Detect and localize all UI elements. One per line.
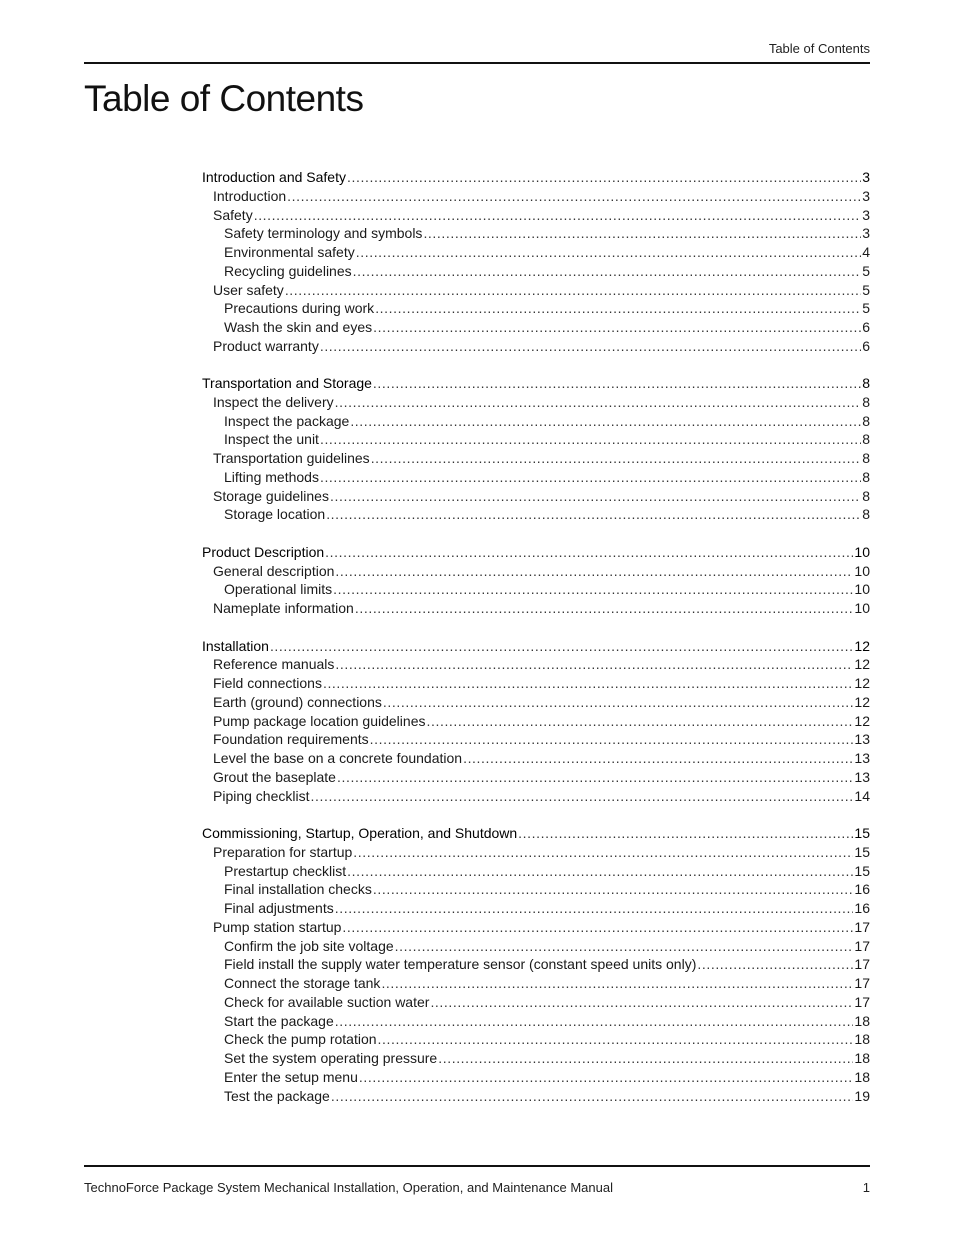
toc-section [202, 543, 870, 618]
toc-entry[interactable] [202, 206, 870, 225]
toc-entry[interactable] [202, 562, 870, 581]
toc-entry-title: Lifting methods [224, 468, 319, 485]
dot-leader [463, 749, 853, 768]
toc-entry[interactable] [202, 862, 870, 881]
toc-entry-title: Final adjustments [224, 900, 334, 916]
dot-leader [353, 262, 862, 281]
dot-leader [518, 824, 853, 843]
toc-entry[interactable] [202, 655, 870, 674]
dot-leader [373, 880, 854, 899]
toc-entry-page: 8 [862, 375, 870, 392]
page-title: Table of Contents [84, 78, 364, 119]
toc-entry[interactable] [202, 1030, 870, 1049]
dot-leader [326, 505, 861, 524]
toc-entry-title: Preparation for startup [213, 843, 353, 860]
dot-leader [430, 993, 853, 1012]
toc-entry[interactable] [202, 318, 870, 337]
toc-entry-title: General description [213, 562, 335, 579]
toc-entry[interactable] [202, 880, 870, 899]
dot-leader [335, 393, 862, 412]
toc-entry-page: 17 [854, 937, 870, 954]
toc-entry-title: Inspect the package [224, 412, 350, 429]
dot-leader [254, 206, 862, 225]
toc-entry[interactable] [202, 899, 870, 918]
dot-leader [330, 487, 861, 506]
dot-leader [325, 543, 853, 562]
dot-leader [350, 412, 861, 431]
toc-entry-page: 12 [854, 637, 870, 654]
toc-entry-title: Grout the baseplate [213, 768, 336, 785]
toc-entry-title: Environmental safety [224, 244, 355, 260]
dot-leader [370, 730, 854, 749]
toc-entry-title: Connect the storage tank [224, 975, 381, 991]
dot-leader [347, 862, 853, 881]
toc-entry-title: Field install the supply water temperature sensor (constant speed units only) [224, 956, 697, 973]
dot-leader [438, 1049, 853, 1068]
toc-entry[interactable] [202, 1068, 870, 1087]
toc-entry-page: 3 [862, 206, 870, 223]
dot-leader [335, 562, 853, 581]
toc-entry-page: 12 [854, 675, 870, 692]
toc-entry-title: Pump package location guidelines [213, 712, 426, 729]
toc-entry-title: Inspect the unit [224, 431, 319, 448]
toc-entry[interactable] [202, 281, 870, 300]
toc-entry[interactable] [202, 749, 870, 768]
toc-chapter-entry[interactable] [202, 543, 870, 562]
toc-entry-title: Product warranty [213, 337, 319, 354]
toc-entry[interactable] [202, 730, 870, 749]
dot-leader [335, 655, 853, 674]
toc-section [202, 637, 870, 806]
dot-leader [353, 843, 853, 862]
toc-entry-page: 17 [854, 918, 870, 935]
toc-entry-title: Operational limits [224, 581, 333, 598]
dot-leader [311, 787, 854, 806]
toc-entry[interactable] [202, 393, 870, 412]
toc-entry[interactable] [202, 487, 870, 506]
toc-entry[interactable] [202, 262, 870, 281]
toc-entry-title: Earth (ground) connections [213, 693, 382, 710]
toc-entry-page: 16 [854, 900, 870, 916]
toc-entry-page: 19 [854, 1087, 870, 1104]
dot-leader [287, 187, 861, 206]
dot-leader [285, 281, 861, 300]
toc-entry-title: Nameplate information [213, 600, 354, 617]
toc-entry-title: Final installation checks [224, 881, 372, 898]
running-header: Table of Contents [768, 41, 870, 56]
toc-entry-page: 18 [854, 1050, 870, 1066]
toc-entry-title: Level the base on a concrete foundation [213, 750, 463, 767]
dot-leader [355, 599, 854, 618]
toc-entry[interactable] [202, 224, 870, 243]
toc-entry[interactable] [202, 599, 870, 618]
toc-entry[interactable] [202, 412, 870, 431]
toc-entry-page: 12 [854, 712, 870, 729]
toc-entry-title: Enter the setup menu [224, 1068, 358, 1085]
toc-chapter-entry[interactable] [202, 374, 870, 393]
toc-entry-page: 10 [854, 543, 870, 560]
toc-entry-title: Check for available suction water [224, 993, 430, 1010]
toc-entry-title: User safety [213, 281, 284, 298]
dot-leader [320, 337, 861, 356]
toc-entry-page: 8 [862, 393, 870, 410]
toc-entry-title: Precautions during work [224, 300, 375, 317]
footer-divider [84, 1165, 870, 1167]
toc-entry-title: Safety terminology and symbols [224, 225, 423, 242]
dot-leader [333, 580, 853, 599]
dot-leader [323, 674, 853, 693]
toc-entry[interactable] [202, 1049, 870, 1068]
toc-entry-page: 5 [862, 300, 870, 317]
toc-entry-page: 10 [854, 562, 870, 579]
toc-entry-page: 15 [854, 825, 870, 841]
toc-entry-page: 3 [862, 187, 870, 204]
dot-leader [371, 449, 862, 468]
toc-entry[interactable] [202, 430, 870, 449]
toc-entry-page: 13 [854, 768, 870, 785]
toc-entry-title: Storage guidelines [213, 487, 329, 504]
toc-entry[interactable] [202, 1087, 870, 1106]
toc-entry-page: 17 [854, 993, 870, 1010]
toc-entry-title: Product Description [202, 543, 325, 560]
toc-entry-title: Foundation requirements [213, 731, 369, 748]
toc-chapter-entry[interactable] [202, 824, 870, 843]
toc-entry-title: Confirm the job site voltage [224, 937, 394, 954]
toc-entry[interactable] [202, 768, 870, 787]
dot-leader [375, 299, 861, 318]
toc-entry-page: 18 [854, 1031, 870, 1048]
toc-entry-page: 14 [854, 787, 870, 804]
toc-entry-page: 16 [854, 881, 870, 898]
dot-leader [320, 468, 861, 487]
toc-entry-page: 3 [862, 169, 870, 185]
toc-section [202, 824, 870, 1105]
toc-entry-page: 17 [854, 975, 870, 991]
toc-entry[interactable] [202, 937, 870, 956]
toc-section [202, 374, 870, 524]
dot-leader [335, 899, 854, 918]
toc-chapter-entry[interactable] [202, 168, 870, 187]
toc-entry-title: Installation [202, 637, 269, 654]
page-number: 1 [862, 1180, 870, 1195]
dot-leader [395, 937, 854, 956]
toc-entry-page: 8 [862, 487, 870, 504]
table-of-contents [202, 168, 870, 1124]
toc-entry[interactable] [202, 712, 870, 731]
dot-leader [423, 224, 861, 243]
footer-manual-title: TechnoForce Package System Mechanical Installation, Operation, and Maintenance Manual [84, 1180, 613, 1195]
toc-entry-title: Start the package [224, 1012, 334, 1029]
toc-entry-page: 15 [854, 843, 870, 860]
toc-entry-title: Storage location [224, 506, 326, 523]
dot-leader [342, 918, 853, 937]
dot-leader [373, 374, 861, 393]
toc-entry[interactable] [202, 337, 870, 356]
toc-entry-title: Reference manuals [213, 656, 335, 673]
toc-entry-page: 10 [854, 600, 870, 617]
dot-leader [347, 168, 861, 187]
toc-entry-title: Piping checklist [213, 787, 310, 804]
toc-entry[interactable] [202, 468, 870, 487]
toc-entry-page: 8 [862, 506, 870, 523]
toc-entry-page: 13 [854, 750, 870, 767]
toc-entry[interactable] [202, 693, 870, 712]
dot-leader [356, 243, 861, 262]
toc-entry[interactable] [202, 449, 870, 468]
dot-leader [697, 955, 853, 974]
toc-entry-title: Introduction [213, 187, 287, 204]
toc-entry-title: Transportation guidelines [213, 450, 370, 467]
toc-entry[interactable] [202, 674, 870, 693]
toc-entry-title: Commissioning, Startup, Operation, and Shutdown [202, 825, 518, 841]
toc-entry-page: 10 [854, 581, 870, 598]
dot-leader [320, 430, 861, 449]
dot-leader [335, 1012, 854, 1031]
dot-leader [270, 637, 853, 656]
toc-entry[interactable] [202, 580, 870, 599]
toc-entry-page: 8 [862, 412, 870, 429]
toc-entry[interactable] [202, 299, 870, 318]
toc-entry-title: Prestartup checklist [224, 862, 347, 879]
toc-entry[interactable] [202, 918, 870, 937]
dot-leader [373, 318, 861, 337]
toc-entry-page: 8 [862, 468, 870, 485]
dot-leader [359, 1068, 854, 1087]
toc-entry-page: 12 [854, 693, 870, 710]
toc-entry[interactable] [202, 505, 870, 524]
toc-entry-page: 6 [862, 337, 870, 354]
toc-entry[interactable] [202, 843, 870, 862]
toc-entry-title: Wash the skin and eyes [224, 319, 373, 335]
toc-entry-page: 4 [862, 244, 870, 260]
toc-entry-title: Field connections [213, 675, 322, 692]
toc-entry-page: 5 [862, 262, 870, 279]
toc-entry[interactable] [202, 1012, 870, 1031]
dot-leader [426, 712, 853, 731]
toc-entry-title: Introduction and Safety [202, 169, 346, 185]
toc-chapter-entry[interactable] [202, 637, 870, 656]
toc-entry-page: 17 [854, 956, 870, 973]
toc-entry[interactable] [202, 787, 870, 806]
toc-entry-title: Check the pump rotation [224, 1031, 377, 1048]
toc-entry-title: Transportation and Storage [202, 375, 372, 392]
toc-entry-page: 18 [854, 1012, 870, 1029]
toc-entry[interactable] [202, 955, 870, 974]
toc-entry-page: 8 [862, 450, 870, 467]
dot-leader [331, 1087, 854, 1106]
toc-entry[interactable] [202, 993, 870, 1012]
toc-entry[interactable] [202, 974, 870, 993]
toc-entry-page: 18 [854, 1068, 870, 1085]
toc-entry-title: Recycling guidelines [224, 262, 352, 279]
dot-leader [381, 974, 853, 993]
toc-entry-page: 13 [854, 731, 870, 748]
toc-entry-page: 15 [854, 862, 870, 879]
toc-entry-page: 5 [862, 281, 870, 298]
toc-entry-title: Set the system operating pressure [224, 1050, 438, 1066]
toc-entry-title: Inspect the delivery [213, 393, 334, 410]
toc-entry[interactable] [202, 187, 870, 206]
dot-leader [378, 1030, 854, 1049]
toc-section [202, 168, 870, 356]
toc-entry-page: 6 [862, 319, 870, 335]
toc-entry-page: 12 [854, 656, 870, 673]
toc-entry-title: Pump station startup [213, 918, 342, 935]
toc-entry[interactable] [202, 243, 870, 262]
dot-leader [337, 768, 853, 787]
toc-entry-page: 8 [862, 431, 870, 448]
dot-leader [383, 693, 854, 712]
header-divider [84, 62, 870, 64]
toc-entry-title: Test the package [224, 1087, 330, 1104]
toc-entry-title: Safety [213, 206, 253, 223]
toc-entry-page: 3 [862, 225, 870, 242]
